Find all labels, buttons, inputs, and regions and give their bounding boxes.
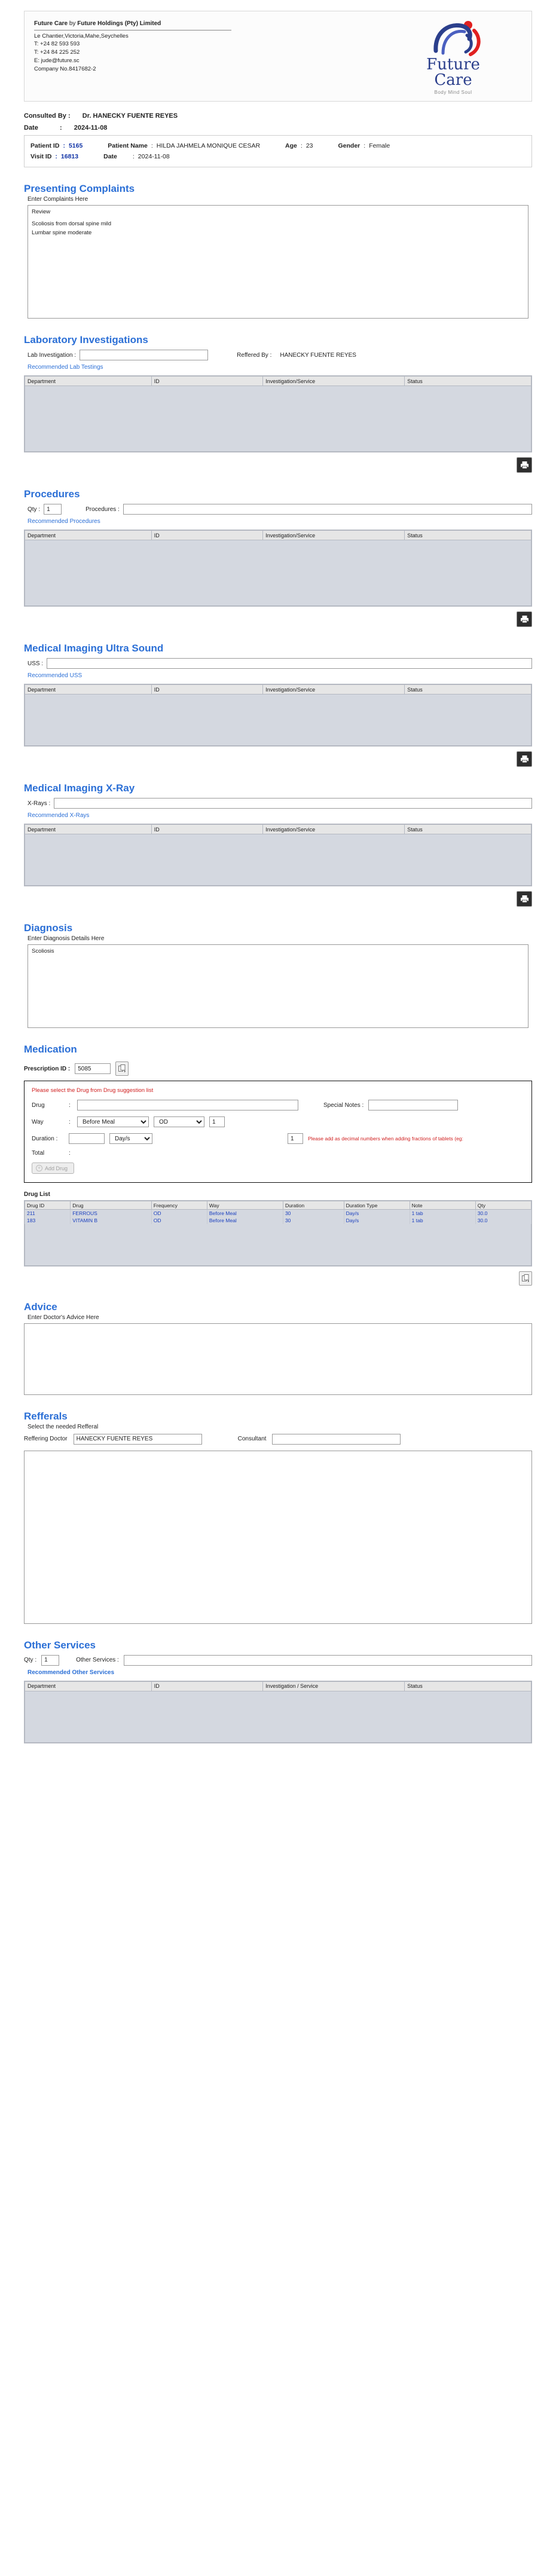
section-heading-medication: Medication (24, 1044, 77, 1055)
other-services-label: Other Services : (76, 1657, 119, 1663)
other-services-qty-label: Qty : (24, 1657, 37, 1663)
clinic-tel-1: T: +24 82 593 593 (34, 41, 80, 48)
section-heading-complaints: Presenting Complaints (24, 183, 135, 194)
patient-id-colon: : (63, 142, 65, 149)
print-icon[interactable] (517, 891, 532, 907)
other-services-col-status: Status (405, 1681, 531, 1691)
lab-investigation-input[interactable] (80, 350, 208, 360)
complaints-sub-label: Enter Complaints Here (28, 196, 88, 203)
xray-table-empty-body (25, 834, 531, 886)
drug-col-drug: Drug (71, 1201, 152, 1210)
consultant-label: Consultant (237, 1436, 267, 1442)
lab-table-empty-body (25, 386, 531, 452)
printer-icon (520, 461, 529, 469)
drug-table-empty-space (25, 1224, 531, 1266)
patient-id-value: 5165 (68, 142, 83, 149)
clinic-email: E: jude@future.sc (34, 57, 80, 64)
lab-col-investigation: Investigation/Service (263, 377, 405, 386)
patient-info-box (24, 135, 532, 167)
drug-cell-drug: FERROUS (71, 1210, 152, 1217)
visit-date-colon: : (132, 153, 135, 160)
add-drug-button[interactable] (32, 1162, 74, 1174)
duration-count-input[interactable] (288, 1133, 303, 1144)
consult-date-colon: : (59, 124, 62, 131)
xray-col-department: Department (25, 825, 152, 834)
patient-gender-value: Female (369, 142, 390, 149)
clinic-tel-2: T: +24 84 225 252 (34, 49, 80, 56)
drug-cell-duration-type: Day/s (344, 1217, 410, 1224)
other-services-grid[interactable] (24, 1681, 532, 1743)
duration-type-select[interactable] (109, 1133, 152, 1144)
other-services-table-empty-body (25, 1691, 531, 1743)
clinic-address: Le Chantier,Victoria,Mahe,Seychelles (34, 32, 129, 39)
section-heading-diagnosis: Diagnosis (24, 922, 73, 934)
logo-mark-icon (401, 20, 506, 57)
xray-col-id: ID (151, 825, 262, 834)
uss-print-row (24, 751, 532, 767)
lab-results-grid[interactable] (24, 375, 532, 452)
print-icon[interactable] (517, 457, 532, 473)
drug-list-label: Drug List (24, 1191, 50, 1198)
medication-warning: Please select the Drug from Drug suggestion list (32, 1087, 154, 1094)
lab-table-header-row (25, 377, 531, 386)
letterhead (24, 11, 532, 102)
special-notes-input[interactable] (368, 1100, 458, 1110)
section-heading-xray: Medical Imaging X-Ray (24, 782, 135, 794)
section-heading-lab: Laboratory Investigations (24, 334, 148, 345)
medication-duration-row (32, 1133, 524, 1144)
procedures-table (25, 530, 531, 540)
uss-label: USS : (28, 660, 44, 667)
consulted-by-label: Consulted By : (24, 112, 71, 120)
procedures-grid[interactable] (24, 530, 532, 607)
other-services-col-id: ID (151, 1681, 262, 1691)
logo-wordmark-future: Future (426, 56, 480, 74)
clinic-logo (384, 20, 522, 95)
procedures-col-department: Department (25, 531, 152, 540)
other-services-col-department: Department (25, 1681, 152, 1691)
xray-col-status: Status (405, 825, 531, 834)
xray-print-row (24, 891, 532, 907)
copy-medication-icon[interactable] (519, 1271, 532, 1286)
medication-entry-panel (24, 1081, 532, 1183)
referring-doctor-label: Reffering Doctor (24, 1436, 68, 1442)
drug-cell-drug: VITAMIN B (71, 1217, 152, 1224)
drug-col-duration-type: Duration Type (344, 1201, 410, 1210)
patient-age-label: Age (285, 142, 297, 149)
lab-investigation-label: Lab Investigation : (28, 351, 77, 359)
drug-label: Drug (32, 1102, 45, 1109)
section-heading-advice: Advice (24, 1301, 57, 1313)
visit-date-value: 2024-11-08 (138, 153, 170, 160)
medication-total-row: Total : (32, 1150, 71, 1157)
uss-input[interactable] (47, 658, 532, 669)
section-heading-referrals: Refferals (24, 1410, 68, 1422)
drug-cell-frequency: OD (151, 1210, 207, 1217)
xray-label: X-Rays : (28, 800, 51, 807)
patient-gender-label: Gender (338, 142, 361, 149)
section-heading-other-services: Other Services (24, 1639, 96, 1651)
visit-id-label: Visit ID (30, 153, 52, 160)
xray-col-investigation: Investigation/Service (263, 825, 405, 834)
referrals-panel[interactable] (24, 1451, 532, 1624)
other-services-table-header-row (25, 1681, 531, 1691)
drug-col-duration: Duration (283, 1201, 344, 1210)
clinic-name-by: by (69, 20, 76, 27)
clinic-name-main: Future Care (34, 20, 68, 27)
drug-cell-id: 183 (25, 1217, 71, 1224)
patient-info-row-2 (30, 151, 526, 162)
diagnosis-text: Scoliosis (32, 948, 54, 954)
consult-date-value: 2024-11-08 (74, 124, 108, 131)
clinic-details (34, 20, 231, 73)
patient-age-value: 23 (306, 142, 313, 149)
drug-col-way: Way (207, 1201, 283, 1210)
prescription-id-input[interactable] (75, 1063, 111, 1074)
copy-icon (118, 1064, 126, 1073)
clinic-name (34, 20, 231, 29)
drug-cell-note: 1 tab (410, 1217, 475, 1224)
procedures-col-investigation: Investigation/Service (263, 531, 405, 540)
procedures-print-row (24, 611, 532, 627)
lab-col-id: ID (151, 377, 262, 386)
recommended-lab-link[interactable]: Recommended Lab Testings (28, 364, 103, 371)
visit-date-label: Date (103, 153, 117, 160)
complaints-line-1: Review (32, 209, 51, 215)
drug-list-grid[interactable] (24, 1200, 532, 1266)
other-services-qty-input[interactable] (41, 1655, 59, 1666)
other-services-table (25, 1681, 531, 1691)
consult-date-label: Date (24, 124, 38, 131)
medication-way-row: Way : Before Meal OD 1 (32, 1116, 524, 1127)
printer-icon (520, 755, 529, 763)
recommended-procedures-link[interactable]: Recommended Procedures (28, 518, 100, 525)
printer-icon (520, 615, 529, 623)
procedures-table-empty-body (25, 540, 531, 606)
other-services-input-row (24, 1655, 532, 1666)
way-select[interactable] (77, 1116, 149, 1127)
patient-name-colon: : (151, 142, 153, 149)
patient-name-label: Patient Name (108, 142, 148, 149)
referring-doctor-input[interactable] (74, 1434, 202, 1445)
uss-col-investigation: Investigation/Service (263, 685, 405, 695)
frequency-select[interactable] (154, 1116, 204, 1127)
copy-icon (522, 1274, 530, 1283)
lab-results-table (25, 376, 531, 386)
consulted-by-row (24, 112, 532, 120)
xray-table (25, 824, 531, 834)
referred-by-label: Reffered By : (237, 351, 272, 359)
procedures-col-status: Status (405, 531, 531, 540)
drug-cell-qty: 30.0 (475, 1210, 531, 1217)
drug-col-id: Drug ID (25, 1201, 71, 1210)
xray-table-header-row (25, 825, 531, 834)
procedures-table-header-row (25, 531, 531, 540)
recommended-uss-link[interactable]: Recommended USS (28, 672, 83, 679)
complaints-line-2: Scoliosis from dorsal spine mild (32, 221, 112, 228)
way-qty-input[interactable] (209, 1116, 225, 1127)
advice-textarea[interactable] (24, 1323, 532, 1395)
advice-sub-label: Enter Doctor's Advice Here (28, 1314, 99, 1321)
table-row[interactable] (25, 1217, 531, 1224)
drug-cell-duration-type: Day/s (344, 1210, 410, 1217)
clinic-company-no: Company No.8417682-2 (34, 65, 96, 72)
drug-col-note: Note (410, 1201, 475, 1210)
drug-cell-way: Before Meal (207, 1217, 283, 1224)
drug-cell-frequency: OD (151, 1217, 207, 1224)
special-notes-label: Special Notes : (323, 1102, 364, 1109)
consulted-by-value: Dr. HANECKY FUENTE REYES (82, 112, 178, 120)
patient-info-row-1 (30, 140, 526, 151)
uss-col-status: Status (405, 685, 531, 695)
xray-input[interactable] (54, 798, 532, 809)
procedures-qty-label: Qty : (28, 506, 41, 513)
clinic-name-holdings: Future Holdings (Pty) Limited (77, 20, 161, 27)
visit-id-value: 16813 (60, 153, 79, 160)
drug-cell-note: 1 tab (410, 1210, 475, 1217)
drug-cell-way: Before Meal (207, 1210, 283, 1217)
duration-note: Please add as decimal numbers when adding fractions of tablets (eg: (308, 1136, 463, 1142)
section-heading-uss: Medical Imaging Ultra Sound (24, 643, 164, 654)
other-services-input[interactable] (124, 1655, 532, 1666)
logo-tagline: Body Mind Soul (434, 90, 472, 95)
table-row[interactable] (25, 1210, 531, 1217)
referred-by-value: HANECKY FUENTE REYES (280, 351, 356, 359)
uss-grid[interactable] (24, 684, 532, 747)
drug-cell-qty: 30.0 (475, 1217, 531, 1224)
copy-prescription-icon[interactable] (115, 1061, 129, 1076)
printer-icon (520, 895, 529, 903)
duration-label: Duration : (32, 1135, 58, 1142)
procedures-label: Procedures : (85, 506, 120, 513)
lab-col-department: Department (25, 377, 152, 386)
medication-print-row (24, 1271, 532, 1286)
duration-input[interactable] (69, 1133, 105, 1144)
referring-doctor-row (24, 1434, 532, 1445)
lab-col-status: Status (405, 377, 531, 386)
way-label: Way (32, 1118, 44, 1125)
recommended-xray-link[interactable]: Recommended X-Rays (28, 812, 90, 819)
add-drug-label: Add Drug (45, 1165, 68, 1171)
referrals-sub-label: Select the needed Refferal (28, 1423, 99, 1430)
drug-cell-id: 211 (25, 1210, 71, 1217)
lab-print-row (24, 457, 532, 473)
plus-icon: + (36, 1165, 42, 1171)
consultant-input[interactable] (272, 1434, 401, 1445)
uss-table-empty-body (25, 695, 531, 746)
drug-input[interactable] (77, 1100, 298, 1110)
procedures-input[interactable] (123, 504, 532, 515)
patient-age-colon: : (300, 142, 303, 149)
procedures-qty-input[interactable] (44, 504, 62, 515)
uss-table (25, 684, 531, 695)
patient-id-label: Patient ID (30, 142, 60, 149)
section-heading-procedures: Procedures (24, 488, 80, 500)
drug-list-table (25, 1201, 531, 1224)
drug-col-frequency: Frequency (151, 1201, 207, 1210)
medication-drug-row: Drug : Special Notes : (32, 1100, 524, 1110)
patient-name-value: HILDA JAHMELA MONIQUE CESAR (156, 142, 261, 149)
prescription-id-label: Prescription ID : (24, 1065, 71, 1072)
diagnosis-sub-label: Enter Diagnosis Details Here (28, 935, 105, 942)
uss-col-id: ID (151, 685, 262, 695)
recommended-other-services-link[interactable]: Recommended Other Services (28, 1669, 115, 1676)
xray-grid[interactable] (24, 824, 532, 886)
print-icon[interactable] (517, 751, 532, 767)
procedures-col-id: ID (151, 531, 262, 540)
other-services-col-investigation: Investigation / Service (263, 1681, 405, 1691)
consult-date-row (24, 124, 532, 131)
visit-id-colon: : (55, 153, 57, 160)
drug-col-qty: Qty (475, 1201, 531, 1210)
prescription-id-row (24, 1061, 532, 1076)
drug-cell-duration: 30 (283, 1217, 344, 1224)
logo-wordmark-care: Care (434, 71, 472, 89)
diagnosis-textarea[interactable] (28, 944, 528, 1028)
drug-table-header-row (25, 1201, 531, 1210)
uss-col-department: Department (25, 685, 152, 695)
print-icon[interactable] (517, 611, 532, 627)
patient-gender-colon: : (363, 142, 366, 149)
complaints-textarea[interactable] (28, 205, 528, 319)
uss-table-header-row (25, 685, 531, 695)
complaints-line-3: Lumbar spine moderate (32, 229, 92, 236)
drug-cell-duration: 30 (283, 1210, 344, 1217)
total-label: Total (32, 1150, 45, 1157)
